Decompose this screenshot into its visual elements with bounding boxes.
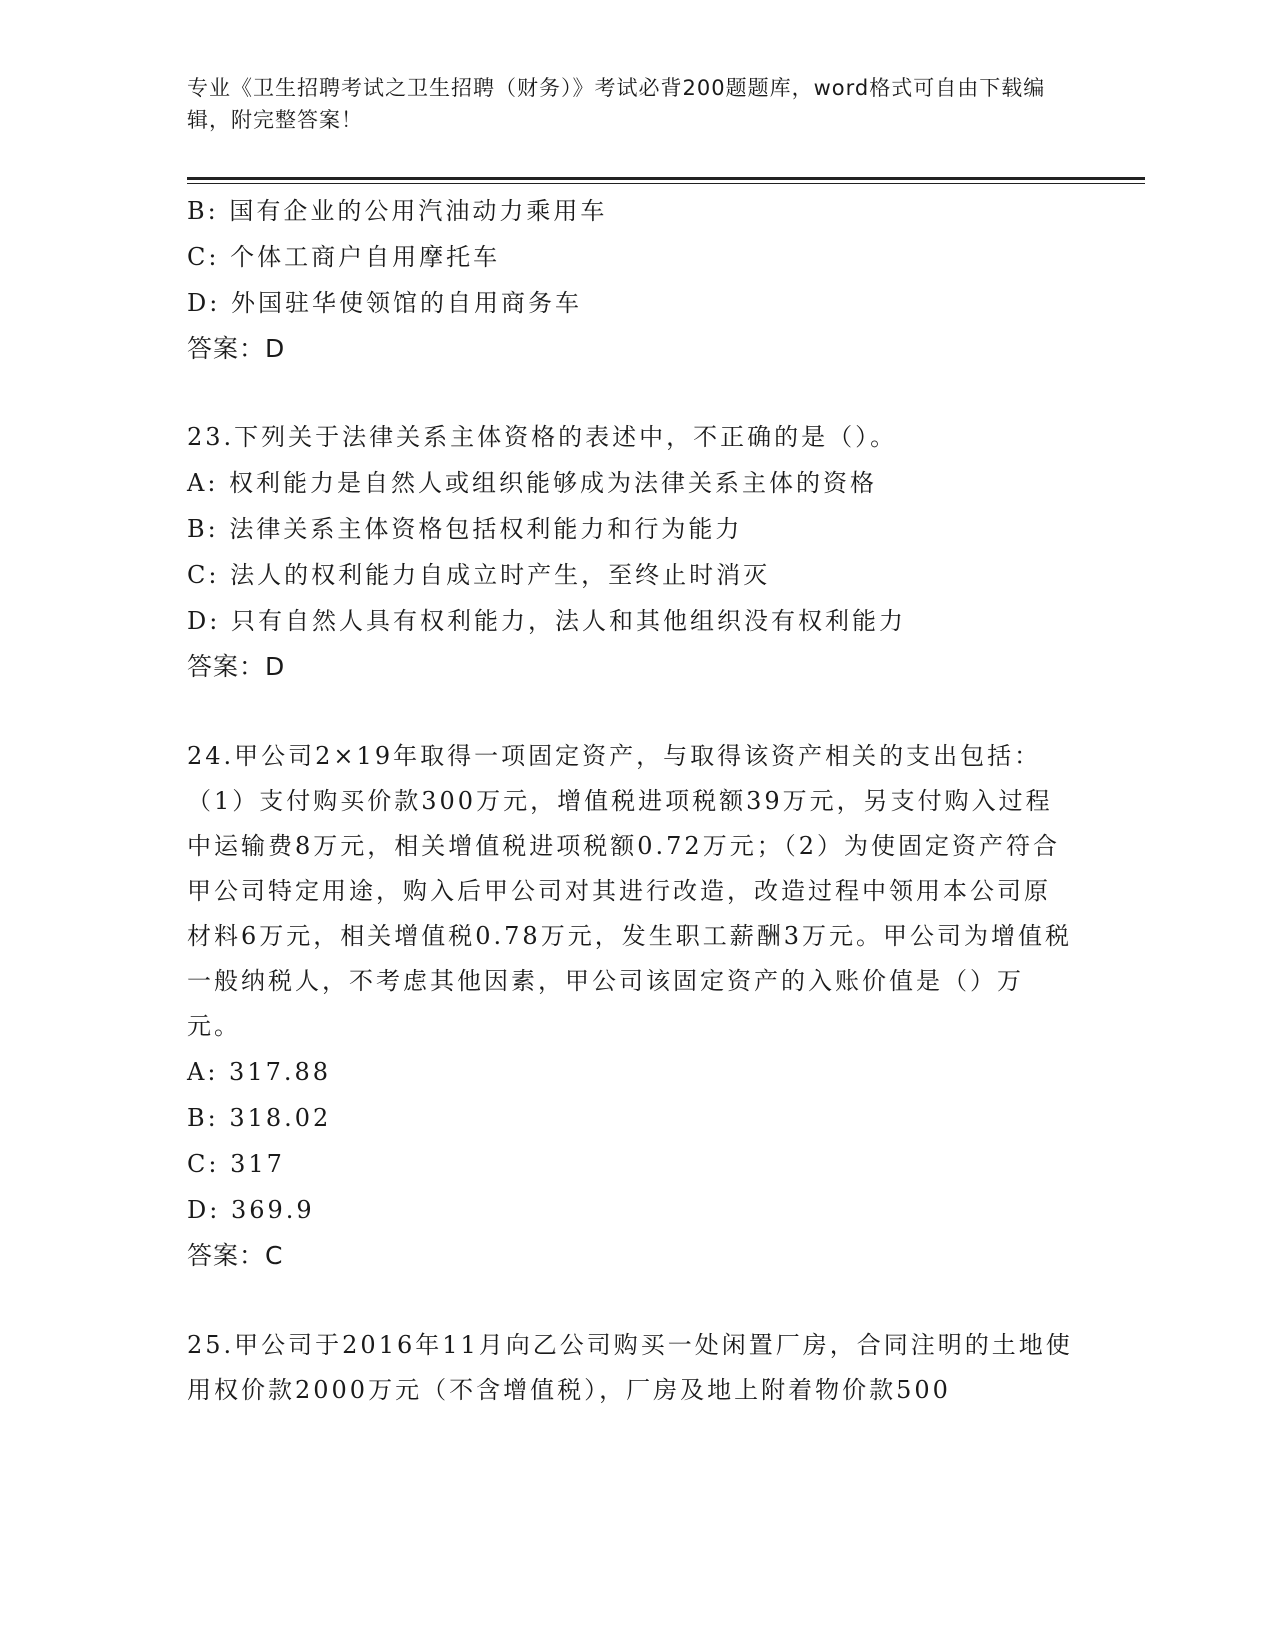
question-stem: 23.下列关于法律关系主体资格的表述中，不正确的是（）。 [187, 423, 898, 451]
option-b: B: 318.02 [187, 1104, 332, 1132]
document-body [187, 188, 1087, 1413]
option-b: B: 法律关系主体资格包括权利能力和行为能力 [187, 515, 743, 543]
document-header: 专业《卫生招聘考试之卫生招聘（财务）》考试必背200题题库，word格式可自由下载编辑，附完整答案！ [187, 76, 1046, 132]
question-24 [187, 734, 1087, 1279]
question-22-continued [187, 188, 1087, 372]
option-c: C: 个体工商户自用摩托车 [187, 243, 501, 271]
option-b: B: 国有企业的公用汽油动力乘用车 [187, 197, 608, 225]
question-stem: 25.甲公司于2016年11月向乙公司购买一处闲置厂房，合同注明的土地使用权价款2000万元（不含增值税），厂房及地上附着物价款500 [187, 1331, 1073, 1404]
option-d: D: 369.9 [187, 1196, 315, 1224]
option-a: A: 317.88 [187, 1058, 332, 1086]
question-25 [187, 1323, 1087, 1413]
option-d: D: 外国驻华使领馆的自用商务车 [187, 289, 582, 317]
answer-line: 答案：D [187, 334, 286, 363]
option-a: A: 权利能力是自然人或组织能够成为法律关系主体的资格 [187, 469, 878, 497]
header-divider-thin [187, 183, 1145, 184]
question-stem: 24.甲公司2×19年取得一项固定资产，与取得该资产相关的支出包括：（1）支付购买价款300万元，增值税进项税额39万元，另支付购入过程中运输费8万元，相关增值税进项税额0.72万元；（2）为使固定资产符合甲公司特定用途，购入后甲公司对其进行改造，改造过程中领用本公司原材料6万元，相关增值税0.78万元，发生职工薪酬3万元。甲公司为增值税一般纳税人，不考虑其他因素，甲公司该固定资产的入账价值是（）万元。 [187, 742, 1072, 1040]
answer-line: 答案：D [187, 652, 286, 681]
option-c: C: 法人的权利能力自成立时产生，至终止时消灭 [187, 561, 771, 589]
question-23 [187, 414, 1087, 690]
header-divider-thick [187, 177, 1145, 180]
option-d: D: 只有自然人具有权利能力，法人和其他组织没有权利能力 [187, 607, 906, 635]
answer-line: 答案：C [187, 1241, 284, 1270]
option-c: C: 317 [187, 1150, 285, 1178]
